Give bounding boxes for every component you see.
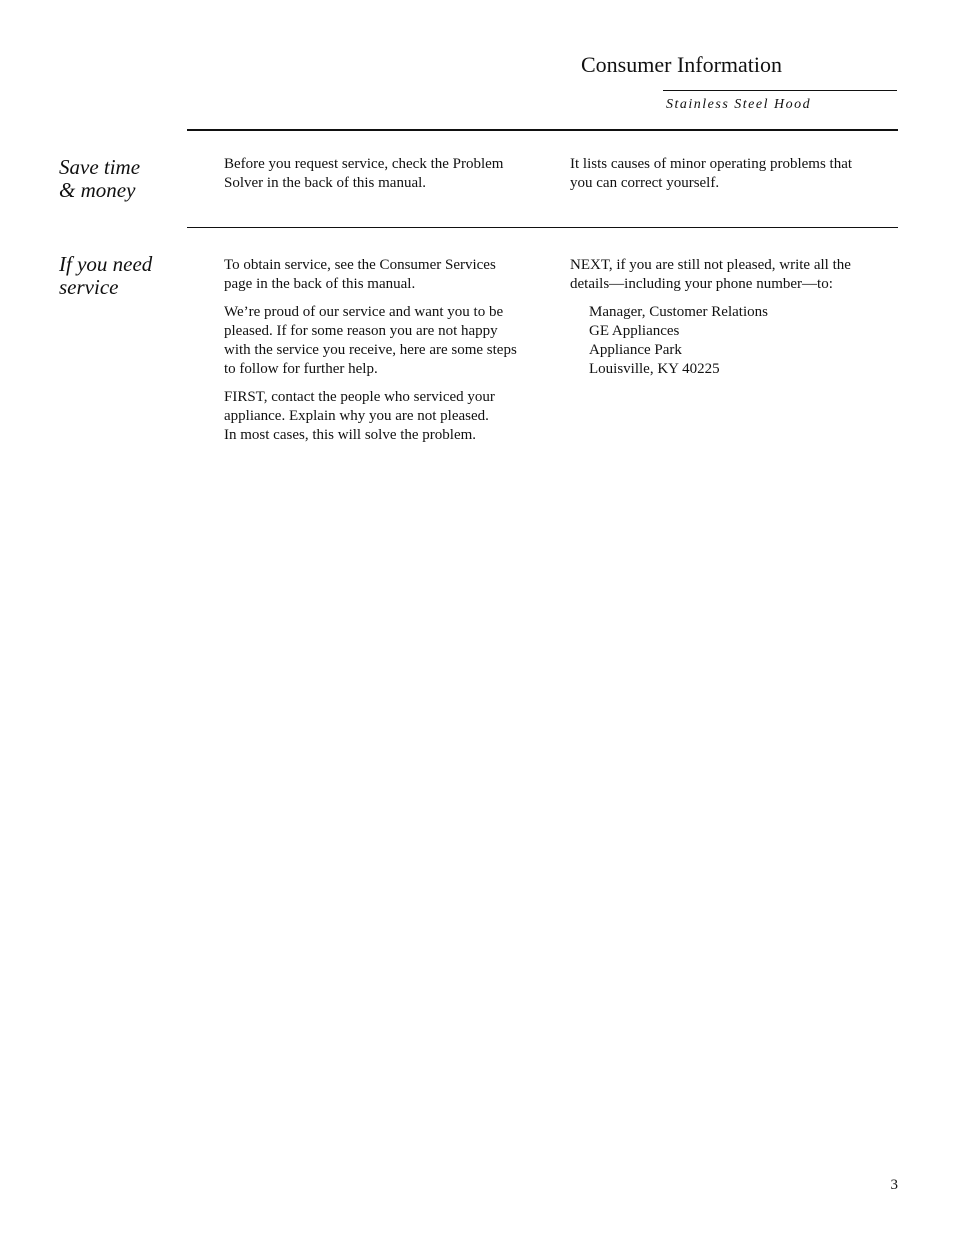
header-title: Consumer Information xyxy=(581,52,783,77)
text-line: details—including your phone number—to: xyxy=(570,276,833,292)
text-line: you can correct yourself. xyxy=(570,175,720,191)
header-subtitle: Stainless Steel Hood xyxy=(666,97,812,112)
service-paragraph xyxy=(224,303,549,379)
text-line: It lists causes of minor operating problems that xyxy=(570,156,853,172)
service-paragraph xyxy=(224,256,549,294)
service-right-column xyxy=(570,256,895,379)
service-heading-line: If you need xyxy=(59,252,153,276)
section-divider-top xyxy=(187,129,898,131)
save-time-heading xyxy=(59,156,179,202)
save-time-paragraph xyxy=(570,155,895,193)
service-paragraph xyxy=(224,388,549,445)
text-line: page in the back of this manual. xyxy=(224,276,416,292)
text-line: with the service you receive, here are some steps xyxy=(224,342,517,358)
text-line: To obtain service, see the Consumer Services xyxy=(224,257,496,273)
text-line: NEXT, if you are still not pleased, write all the xyxy=(570,257,851,273)
text-line: In most cases, this will solve the problem. xyxy=(224,427,477,443)
text-line: We’re proud of our service and want you to be xyxy=(224,304,504,320)
text-line: appliance. Explain why you are not pleased. xyxy=(224,408,489,424)
header-rule xyxy=(663,90,897,91)
mailing-address xyxy=(589,303,895,379)
text-line: to follow for further help. xyxy=(224,361,378,377)
save-time-paragraph xyxy=(224,155,549,193)
text-line: pleased. If for some reason you are not happy xyxy=(224,323,498,339)
text-line: Before you request service, check the Problem xyxy=(224,156,504,172)
save-time-heading-line: Save time xyxy=(59,155,141,179)
address-line: Manager, Customer Relations xyxy=(589,304,768,320)
save-time-heading-line: & money xyxy=(59,178,136,202)
service-left-column xyxy=(224,256,549,454)
save-time-right-column xyxy=(570,155,895,202)
section-divider xyxy=(187,227,898,228)
address-line: Appliance Park xyxy=(589,342,682,358)
text-line: FIRST, contact the people who serviced your xyxy=(224,389,495,405)
service-heading-line: service xyxy=(59,275,119,299)
text-line: Solver in the back of this manual. xyxy=(224,175,427,191)
save-time-left-column xyxy=(224,155,549,202)
address-line: Louisville, KY 40225 xyxy=(589,361,720,377)
service-heading xyxy=(59,253,179,299)
service-paragraph xyxy=(570,256,895,294)
address-line: GE Appliances xyxy=(589,323,680,339)
page-number: 3 xyxy=(890,1177,898,1193)
